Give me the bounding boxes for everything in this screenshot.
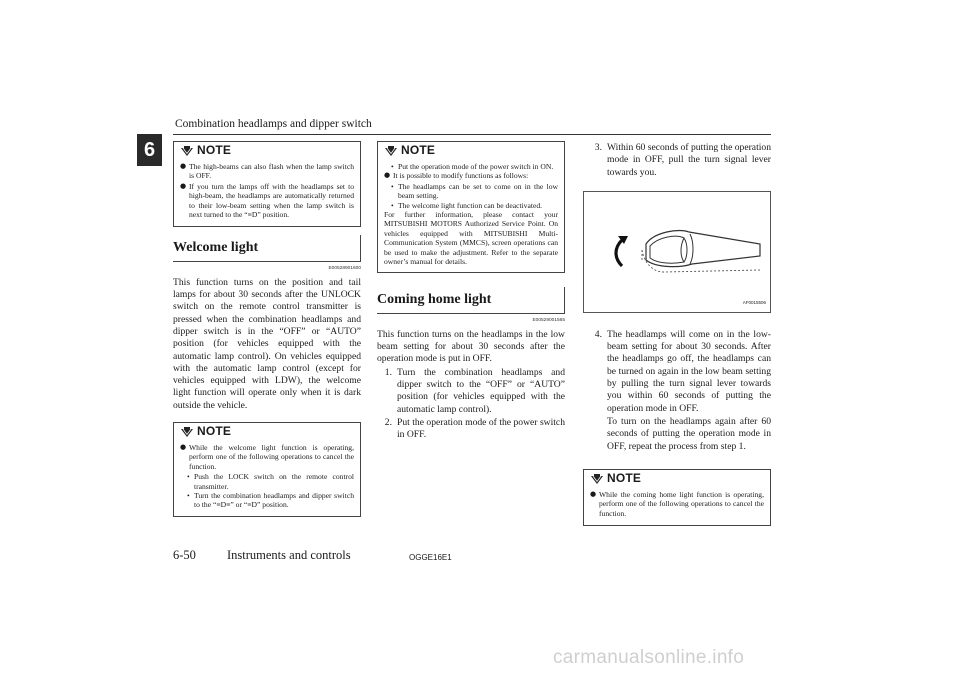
note-title: NOTE xyxy=(197,424,232,439)
note-box-2 xyxy=(173,422,361,517)
step-1 xyxy=(377,367,565,416)
note-box-4 xyxy=(583,469,771,526)
step-2-text: Put the operation mode of the power switch in OFF. xyxy=(397,416,565,441)
note3-sub-1: The headlamps can be set to come on in the low beam setting. xyxy=(398,181,558,201)
bullet-dot-icon: ● xyxy=(180,443,187,451)
note2-bullet: While the welcome light function is operating, perform one of the following operations to cancel the function. xyxy=(189,443,354,471)
note4-bullet: While the coming home light function is operating, perform one of the following operations to cancel the function. xyxy=(599,489,764,518)
chapter-tab: 6 xyxy=(137,134,162,166)
note3-text: For further information, please contact your MITSUBISHI MOTORS Authorized Service Point. On vehicles equipped with MITSUBISHI Multi-Communication System (MMCS), screen operations can be used to make the adjustment. Refer to the separate owner’s manual for details. xyxy=(384,210,558,267)
note-hand-icon xyxy=(180,426,194,438)
step-1-number: 1. xyxy=(384,366,392,378)
step-4-number: 4. xyxy=(594,328,602,340)
step-1-text: Turn the combination headlamps and dipper switch to the “OFF” or “AUTO” position (for vehicles equipped with the automatic lamp control). xyxy=(397,366,565,415)
column-2 xyxy=(377,141,565,441)
note2-sub-2: Turn the combination headlamps and dipper switch to the “≡D≡” or “≡D” position. xyxy=(194,491,354,510)
figure-label: AF0015506 xyxy=(742,299,766,305)
coming-home-code: E00529001565 xyxy=(532,318,565,324)
header-rule xyxy=(173,134,771,135)
sub-bullet-icon: • xyxy=(187,491,190,501)
note-box-1 xyxy=(173,141,361,227)
sub-bullet-icon: • xyxy=(391,162,394,171)
note2-sub-1: Push the LOCK switch on the remote control transmitter. xyxy=(194,472,354,491)
page-number: 6-50 xyxy=(173,548,196,562)
sub-bullet-icon: • xyxy=(391,181,394,191)
welcome-light-title: Welcome light xyxy=(173,240,259,256)
turn-signal-lever-figure xyxy=(583,191,771,313)
bullet-dot-icon: ● xyxy=(590,489,597,498)
bullet-dot-icon: ● xyxy=(180,162,187,170)
note-title: NOTE xyxy=(607,471,642,486)
coming-home-heading xyxy=(377,287,565,314)
step-3 xyxy=(583,142,771,179)
note3-bullet: It is possible to modify functions as follows: xyxy=(393,171,529,181)
step-4-text: The headlamps will come on in the low-beam setting for about 30 seconds. After the headlamps go off, the headlamps can be turned on again in the low beam setting by pulling the turn signal lever towards you within 60 seconds of putting the operation mode in OFF. xyxy=(607,328,771,414)
note-title: NOTE xyxy=(401,143,436,158)
footer-code: OGGE16E1 xyxy=(409,553,452,562)
bullet-dot-icon: ● xyxy=(180,181,187,190)
note-box-3 xyxy=(377,141,565,273)
welcome-light-heading xyxy=(173,235,361,262)
note3-sub-2: The welcome light function can be deactivated. xyxy=(398,200,543,210)
note3-sub-top: Put the operation mode of the power switch in ON. xyxy=(398,162,554,171)
sub-bullet-icon: • xyxy=(391,200,394,210)
step-4-continued xyxy=(583,416,771,453)
step-4 xyxy=(583,329,771,415)
step-3-text: Within 60 seconds of putting the operation mode in OFF, pull the turn signal lever towards you. xyxy=(607,142,771,178)
footer-section-name: Instruments and controls xyxy=(227,548,351,562)
coming-home-body: This function turns on the headlamps in the low beam setting for about 30 seconds after the operation mode is put in OFF. xyxy=(377,328,565,365)
watermark: carmanualsonline.info xyxy=(553,647,745,668)
note-hand-icon xyxy=(180,145,194,157)
step-2 xyxy=(377,417,565,442)
note-hand-icon xyxy=(384,145,398,157)
note-title: NOTE xyxy=(197,143,232,158)
column-1 xyxy=(173,141,361,525)
step-4-text-2: To turn on the headlamps again after 60 seconds of putting the operation mode in OFF, repeat the process from step 1. xyxy=(607,415,771,452)
welcome-light-code: E00528901600 xyxy=(328,266,361,272)
note-hand-icon xyxy=(590,473,604,485)
note1-bullet-2: If you turn the lamps off with the headlamps set to high-beam, the headlamps are automatically returned to their low-beam setting when the lamp switch is next turned to the “≡D” position. xyxy=(189,181,354,220)
page-header: Combination headlamps and dipper switch xyxy=(175,118,372,130)
coming-home-title: Coming home light xyxy=(377,292,492,308)
step-2-number: 2. xyxy=(384,416,392,428)
step-3-number: 3. xyxy=(594,142,602,153)
turn-signal-lever-illustration xyxy=(584,192,770,312)
sub-bullet-icon: • xyxy=(187,472,190,482)
column-3 xyxy=(583,141,771,534)
welcome-light-body: This function turns on the position and tail lamps for about 30 seconds after the UNLOCK switch on the remote control transmitter is pressed when the combination headlamps and dipper switch is in the “OFF” or “AUTO” position (for vehicles equipped with the automatic lamp control). On vehicles equipped with the automatic lamp control (except for vehicles equipped with LDW), the welcome light function will operate only when it is dark outside the vehicle. xyxy=(173,276,361,411)
bullet-dot-icon: ● xyxy=(384,171,391,180)
note1-bullet-1: The high-beams can also flash when the lamp switch is OFF. xyxy=(189,162,354,181)
